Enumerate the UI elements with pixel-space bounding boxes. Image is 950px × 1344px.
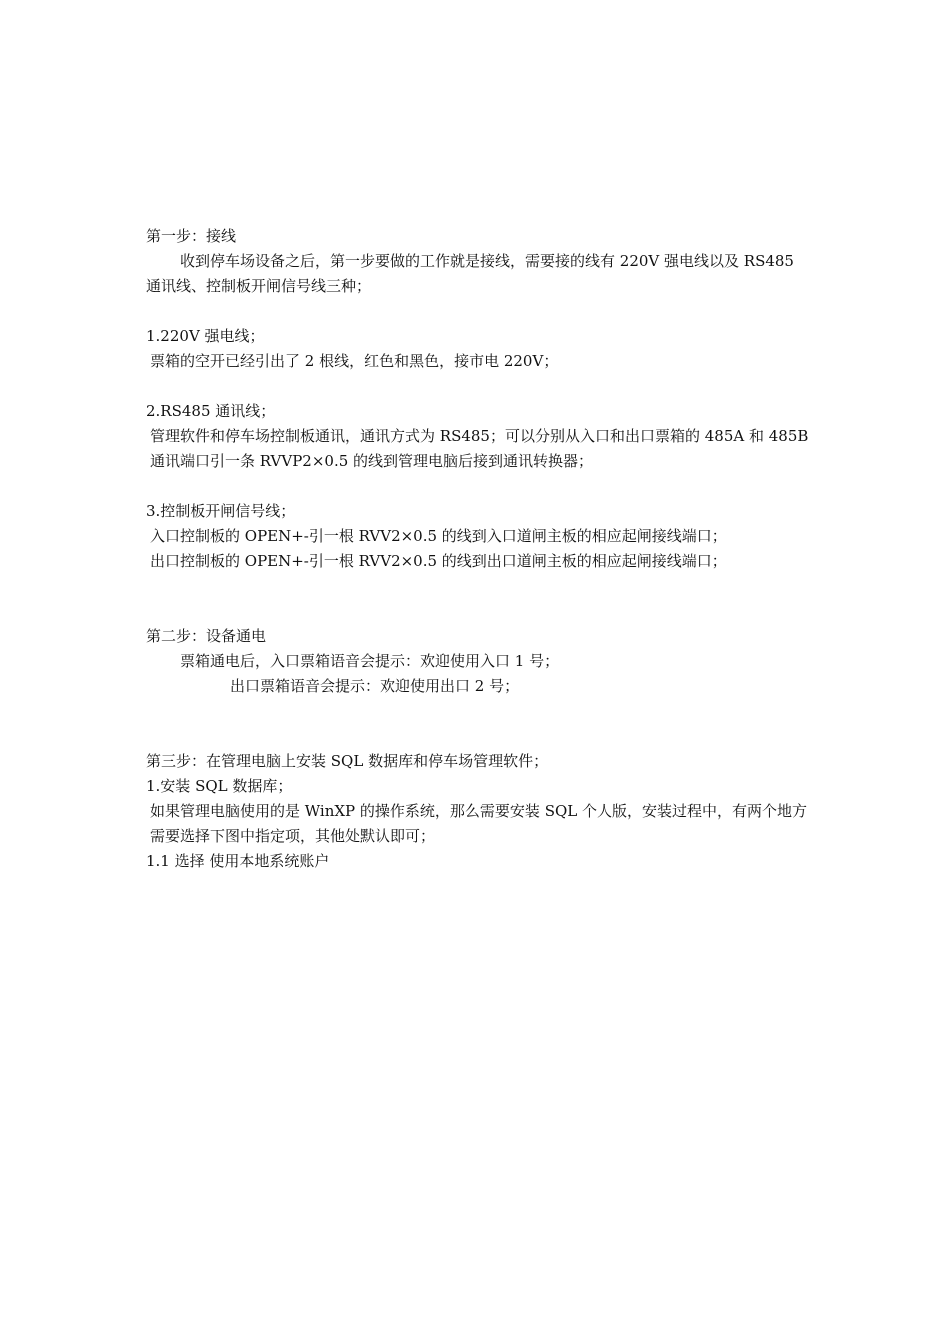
item2-title: 2.RS485 通讯线； <box>146 402 276 420</box>
spacer <box>146 474 811 499</box>
spacer <box>146 374 811 399</box>
item1-title: 1.220V 强电线； <box>146 327 265 345</box>
item3-line2: 出口控制板的 OPEN+-引一根 RVV2×0.5 的线到出口道闸主板的相应起闸接线端口； <box>150 552 727 570</box>
step3-heading: 第三步：在管理电脑上安装 SQL 数据库和停车场管理软件； <box>146 752 549 770</box>
step1-heading: 第一步：接线 <box>146 227 237 245</box>
step3-sub1-title: 1.安装 SQL 数据库； <box>146 777 293 795</box>
item3-title: 3.控制板开闸信号线； <box>146 502 296 520</box>
step2-line2: 出口票箱语音会提示：欢迎使用出口 2 号； <box>230 677 520 695</box>
item1-text: 票箱的空开已经引出了 2 根线，红色和黑色，接市电 220V； <box>150 352 559 370</box>
step3-sub11: 1.1 选择 使用本地系统账户 <box>146 852 330 870</box>
spacer <box>146 299 811 324</box>
spacer <box>146 574 811 624</box>
step2-heading: 第二步：设备通电 <box>146 627 267 645</box>
step2-line1: 票箱通电后，入口票箱语音会提示：欢迎使用入口 1 号； <box>180 652 560 670</box>
spacer <box>146 699 811 749</box>
step1-intro: 收到停车场设备之后，第一步要做的工作就是接线，需要接的线有 220V 强电线以及 RS485 通讯线、控制板开闸信号线三种； <box>146 252 794 295</box>
document-body <box>146 224 811 874</box>
item2-text: 管理软件和停车场控制板通讯，通讯方式为 RS485；可以分别从入口和出口票箱的 485A 和 485B 通讯端口引一条 RVVP2×0.5 的线到管理电脑后接到通讯转换器； <box>150 427 809 470</box>
step3-sub1-text: 如果管理电脑使用的是 WinXP 的操作系统，那么需要安装 SQL 个人版，安装过程中，有两个地方需要选择下图中指定项，其他处默认即可； <box>150 802 807 845</box>
item3-line1: 入口控制板的 OPEN+-引一根 RVV2×0.5 的线到入口道闸主板的相应起闸接线端口； <box>150 527 727 545</box>
